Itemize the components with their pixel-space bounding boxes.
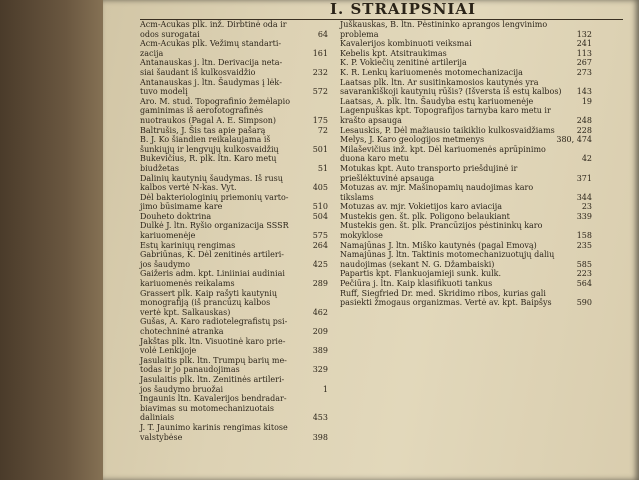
entry-page-number: 232	[312, 67, 328, 77]
entry-page-number: 158	[576, 231, 592, 241]
entry-page-number: 564	[576, 279, 592, 289]
index-entry	[140, 58, 328, 77]
entry-page-number: 64	[317, 29, 328, 39]
entry-text: K. R. Lenkų kariuomenės motomechanizacija	[340, 67, 523, 77]
entry-page-number: 504	[312, 211, 328, 221]
entry-page-number: 264	[312, 240, 328, 250]
index-column-left	[140, 20, 328, 442]
entry-page-number: 575	[312, 231, 328, 241]
entry-page-number: 425	[312, 259, 328, 269]
entry-page-number: 51	[317, 163, 328, 173]
index-entry	[340, 269, 592, 279]
entry-page-number: 209	[312, 327, 328, 336]
entry-text: Douheto doktrina	[140, 211, 212, 221]
entry-page-number: 339	[576, 211, 592, 221]
index-entry	[140, 154, 328, 173]
entry-text: Antanauskas j. ltn. Šaudymas į lėktuvo modelį	[140, 77, 282, 97]
entry-text: Namajūnas J. ltn. Taktinis motomechanizuotųjų dalių naudojimas (sekant N. G. Džambaiski)	[340, 250, 555, 269]
index-entry	[340, 202, 592, 212]
index-entry	[340, 221, 592, 240]
entry-text: Acm-Acukas plk. inž. Dirbtinė oda ir odos surogatai	[140, 20, 287, 39]
entry-text: Mustekis gen. št. plk. Poligono belaukiant	[340, 211, 510, 221]
index-entry	[340, 183, 592, 202]
index-entry	[340, 39, 592, 49]
index-entry	[340, 97, 592, 107]
entry-page-number: 590	[576, 298, 592, 308]
entry-page-number: 161	[312, 48, 328, 58]
entry-text: Jasulaitis plk. ltn. Trumpų barių metodas ir jo panaudojimas	[140, 355, 287, 375]
entry-page-number: 572	[312, 87, 328, 97]
entry-page-number: 389	[312, 346, 328, 356]
entry-text: Melys, J. Karo geologijos metmenys	[340, 135, 485, 145]
entry-page-number: 462	[312, 307, 328, 317]
index-entry	[140, 96, 328, 126]
entry-page-number: 143	[576, 87, 592, 97]
entry-text: Gabriūnas, K. Dėl zenitinės artilerijos šaudymo	[140, 250, 284, 269]
index-entry	[140, 317, 328, 336]
entry-text: Mustekis gen. št. plk. Prancūzijos pėstininkų karo mokyklose	[340, 221, 543, 241]
index-entry	[140, 77, 328, 97]
entry-text: Baltrušis, J. Šis tas apie pašarą	[140, 125, 266, 135]
entry-page-number: 453	[312, 413, 328, 423]
entry-text: Gušas, A. Karo radiotelegrafistų psichotechninė atranka	[140, 317, 288, 336]
entry-text: J. T. Jaunimo karinis rengimas kitose valstybėse	[140, 422, 288, 442]
entry-page-number: 405	[312, 183, 328, 193]
index-entry	[340, 250, 592, 269]
entry-text: Jakštas plk. ltn. Visuotinė karo prievolė Lenkijoje	[140, 336, 286, 356]
entry-page-number: 289	[312, 279, 328, 289]
entry-page-number: 175	[312, 115, 328, 125]
entry-page-number: 72	[317, 125, 328, 135]
index-entry	[140, 250, 328, 269]
entry-text: Dulkė J. ltn. Ryšio organizacija SSSR kariuomenėje	[140, 221, 289, 241]
index-entry	[140, 20, 328, 39]
entry-page-number: 267	[576, 58, 592, 68]
index-entry	[340, 135, 592, 145]
entry-text: Grassert plk. Kaip rašyti kautynių monografiją (iš prancūzų kalbos vertė kpt. Salkauskas)	[140, 288, 277, 317]
entry-page-number: 223	[576, 269, 592, 279]
index-entry	[140, 422, 328, 442]
index-entry	[140, 394, 328, 423]
entry-page-number: 344	[576, 192, 592, 202]
entry-text: Kavalerijos kombinuoti veiksmai	[340, 39, 472, 49]
index-entry	[340, 106, 592, 125]
entry-text: Gaižeris adm. kpt. Liniiniai audiniai kariuomenės reikalams	[140, 269, 285, 289]
entry-text: Kebelis kpt. Atsitraukimas	[340, 48, 447, 58]
entry-text: Motuzas av. mjr. Vokietijos karo aviacija	[340, 202, 502, 212]
index-entry	[140, 135, 328, 154]
entry-text: B. J. Ko šiandien reikalaujama iš šunkiųjų ir lengvųjų kulkosvaidžių	[140, 135, 279, 154]
entry-page-number: 248	[576, 115, 592, 125]
entry-text: Motuzas av. mjr. Mašinopamių naudojimas karo tikslams	[340, 183, 534, 202]
entry-page-number: 42	[581, 154, 592, 164]
entry-text: Milaševičius inž. kpt. Dėl kariuomenės aprūpinimo duona karo metu	[340, 144, 546, 164]
entry-text: Lesauskis, P. Dėl mažiausio taikiklio kulkosvaidžiams	[340, 125, 555, 135]
entry-text: Aro. M. stud. Topografinio žemėlapio gaminimas iš aerofotografinės nuotraukos (Pagal A. E. Simpson)	[140, 96, 291, 125]
index-entry	[340, 20, 592, 39]
index-entry	[340, 68, 592, 78]
entry-page-number: 585	[576, 259, 592, 269]
entry-text: Namajūnas J. ltn. Miško kautynės (pagal Emovą)	[340, 240, 537, 250]
entry-text: Laatsas plk. ltn. Ar susitinkamosios kautynės yra savarankiškoji kautynių rūšis? (Išversta iš estų kalbos)	[340, 77, 562, 97]
entry-text: Juškauskas, B. ltn. Pėstininko aprangos lengvinimo problema	[340, 20, 548, 39]
index-entry	[340, 58, 592, 68]
entry-text: K. P. Vokiečių zenitinė artilerija	[340, 58, 467, 68]
index-entry	[340, 145, 592, 164]
index-entry	[340, 241, 592, 251]
entry-page-number: 329	[312, 365, 328, 375]
index-entry	[340, 289, 592, 308]
entry-page-number: 23	[581, 202, 592, 212]
entry-page-number: 241	[576, 39, 592, 49]
index-entry	[140, 39, 328, 58]
index-entry	[140, 288, 328, 318]
entry-page-number: 132	[576, 29, 592, 39]
index-entry	[140, 192, 328, 212]
entry-page-number: 19	[581, 96, 592, 106]
entry-text: Ingaunis ltn. Kavalerijos bendradarbiavimas su motomechanizuotais daliniais	[140, 394, 287, 423]
entry-page-number: 273	[576, 67, 592, 77]
index-column-right	[340, 20, 592, 308]
desk-background	[0, 0, 110, 480]
index-entry	[340, 212, 592, 222]
entry-text: Antanauskas j. ltn. Derivacija netasiai šaudant iš kulkosvaidžio	[140, 58, 283, 77]
entry-page-number: 1	[322, 384, 328, 394]
index-entry	[340, 164, 592, 183]
entry-text: Jasulaitis plk. ltn. Zenitinės artilerijos šaudymo bruožai	[140, 374, 285, 394]
index-entry	[340, 279, 592, 289]
entry-page-number: 510	[312, 202, 328, 212]
entry-page-number: 380, 474	[556, 135, 592, 145]
index-entry	[140, 173, 328, 193]
entry-page-number: 371	[576, 173, 592, 183]
entry-page-number: 228	[576, 125, 592, 135]
entry-text: Motukas kpt. Auto transporto priešdujinė ir priešlėktuvinė apsauga	[340, 163, 518, 183]
index-entry	[140, 269, 328, 289]
section-title: I. STRAIPSNIAI	[330, 0, 477, 18]
entry-text: Papartis kpt. Flankuojamieji sunk. kulk.	[340, 269, 502, 279]
entry-text: Pečiūra j. ltn. Kaip klasifikuoti tankus	[340, 279, 493, 289]
index-entry	[140, 125, 328, 136]
entry-text: Acm-Acukas plk. Vežimų standartizacija	[140, 39, 282, 58]
index-entry	[140, 336, 328, 356]
index-entry	[140, 221, 328, 241]
entry-page-number: 501	[312, 144, 328, 154]
entry-page-number: 113	[576, 48, 592, 58]
index-entry	[140, 211, 328, 222]
entry-text: Laatsas, A. plk. ltn. Šaudyba estų kariuomenėje	[340, 96, 534, 106]
entry-text: Ruff, Siegfried Dr. med. Skridimo ribos, kurias gali pasiekti žmogaus organizmas. Vertė av. kpt. Baipšys	[340, 288, 552, 308]
entry-text: Lagenpuškas kpt. Topografijos tarnyba karo metu ir krašto apsauga	[340, 106, 551, 125]
entry-page-number: 235	[576, 240, 592, 250]
entry-text: Dalinių kautynių šaudymas. Iš rusų kalbos vertė N-kas. Vyt.	[140, 173, 283, 193]
index-entry	[140, 240, 328, 251]
index-entry	[340, 126, 592, 136]
entry-text: Bukevičius, R. plk. ltn. Karo metų biudžetas	[140, 154, 277, 173]
entry-text: Estų kariniųų rengimas	[140, 240, 236, 250]
index-entry	[340, 78, 592, 97]
index-entry	[140, 355, 328, 375]
entry-text: Dėl bakteriologinių priemonių vartojimo būsimame kare	[140, 192, 289, 212]
index-entry	[140, 374, 328, 394]
entry-page-number: 398	[312, 432, 328, 442]
index-entry	[340, 49, 592, 59]
